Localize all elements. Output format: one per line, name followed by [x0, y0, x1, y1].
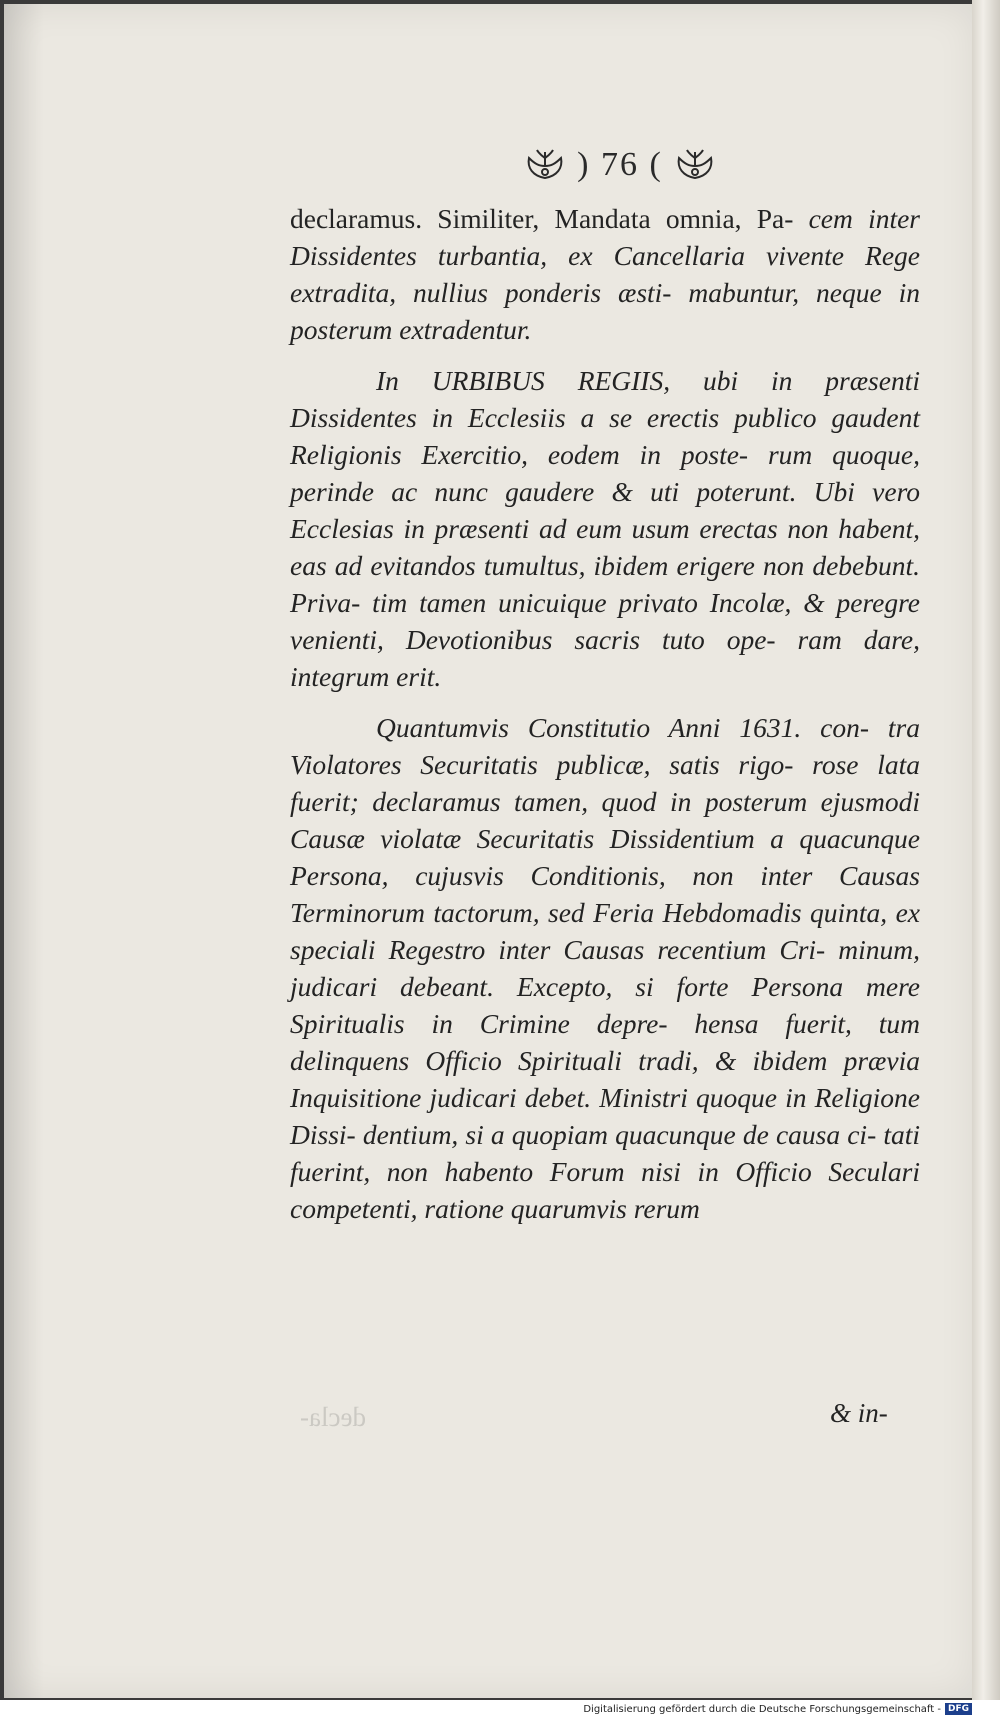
text-line: Quantumvis Constitutio Anni 1631. con- [376, 712, 869, 743]
page-header [480, 140, 760, 190]
paragraph-2 [290, 362, 920, 695]
text-line: vivente Rege extradita, nullius ponderis æsti- [290, 240, 921, 308]
digitization-footer [0, 1700, 1000, 1718]
floral-ornament-icon [673, 148, 717, 182]
text-line: Dissidentium a quacunque Persona, cujusvis [290, 823, 920, 891]
footer-credit: Digitalisierung gefördert durch die Deutsche Forschungsgemeinschaft - [583, 1703, 941, 1715]
text-line: In URBIBUS REGIIS, ubi in præsenti [376, 365, 920, 396]
gutter-shadow [4, 4, 44, 1698]
text-line: gaudent Religionis Exercitio, eodem in poste- [290, 402, 921, 470]
catchword: & in- [830, 1398, 888, 1428]
text-line: tim tamen unicuique privato Incolæ, & [372, 587, 825, 618]
text-line: rose lata fuerit; declaramus tamen, quod in [290, 749, 920, 817]
text-line: declaramus. Similiter, Mandata omnia, Pa- [290, 203, 794, 234]
text-line: tati fuerint, non habento Forum nisi in Officio [290, 1119, 921, 1187]
text-line: hensa fuerit, tum delinquens Officio Spirituali [290, 1008, 920, 1076]
text-line: Dissidentes in Ecclesiis a se erectis publico [290, 402, 817, 433]
text-line: tumultus, ibidem erigere non debebunt. Priva- [290, 550, 920, 618]
text-line: tradi, & ibidem prævia Inquisitione judicari [290, 1045, 920, 1113]
text-line: poterunt. Ubi vero Ecclesias in præsenti ad [290, 476, 921, 544]
paragraph-1 [290, 200, 920, 348]
text-line: Conditionis, non inter Causas Terminorum [290, 860, 920, 928]
text-line: peregre venienti, Devotionibus sacris tuto ope- [290, 587, 920, 655]
text-line: cem inter Dissidentes turbantia, ex Cancellaria [290, 203, 921, 271]
text-line: tactorum, sed Feria Hebdomadis quinta, ex [433, 897, 921, 928]
body-text [290, 200, 920, 1241]
text-line: speciali Regestro inter Causas recentium Cri- [290, 934, 826, 965]
text-line: debet. Ministri quoque in Religione Dissi- [290, 1082, 920, 1150]
text-line: minum, judicari debeant. Excepto, si forte [290, 934, 921, 1002]
text-line: eum usum erectas non habent, eas ad evitandos [290, 513, 920, 581]
text-line: posterum ejusmodi Causæ violatæ Securitatis [290, 786, 920, 854]
text-line: ram dare, integrum erit. [290, 624, 921, 692]
bleed-through-text: decla- [300, 1402, 366, 1432]
dfg-logo: DFG [945, 1703, 972, 1715]
text-line: dentium, si a quopiam quacunque de causa ci- [362, 1119, 877, 1150]
page-number: ) 76 ( [577, 146, 663, 183]
page-edge [972, 0, 1000, 1700]
paragraph-3 [290, 709, 920, 1227]
floral-ornament-icon [523, 148, 567, 182]
text-line: Seculari competenti, ratione quarumvis rerum [290, 1156, 920, 1224]
text-line: Persona mere Spiritualis in Crimine depre- [290, 971, 921, 1039]
text-line: rum quoque, perinde ac nunc gaudere & uti [290, 439, 920, 507]
text-line: mabuntur, neque in posterum extradentur. [290, 277, 921, 345]
text-line: tra Violatores Securitatis publicæ, satis rigo- [290, 712, 920, 780]
